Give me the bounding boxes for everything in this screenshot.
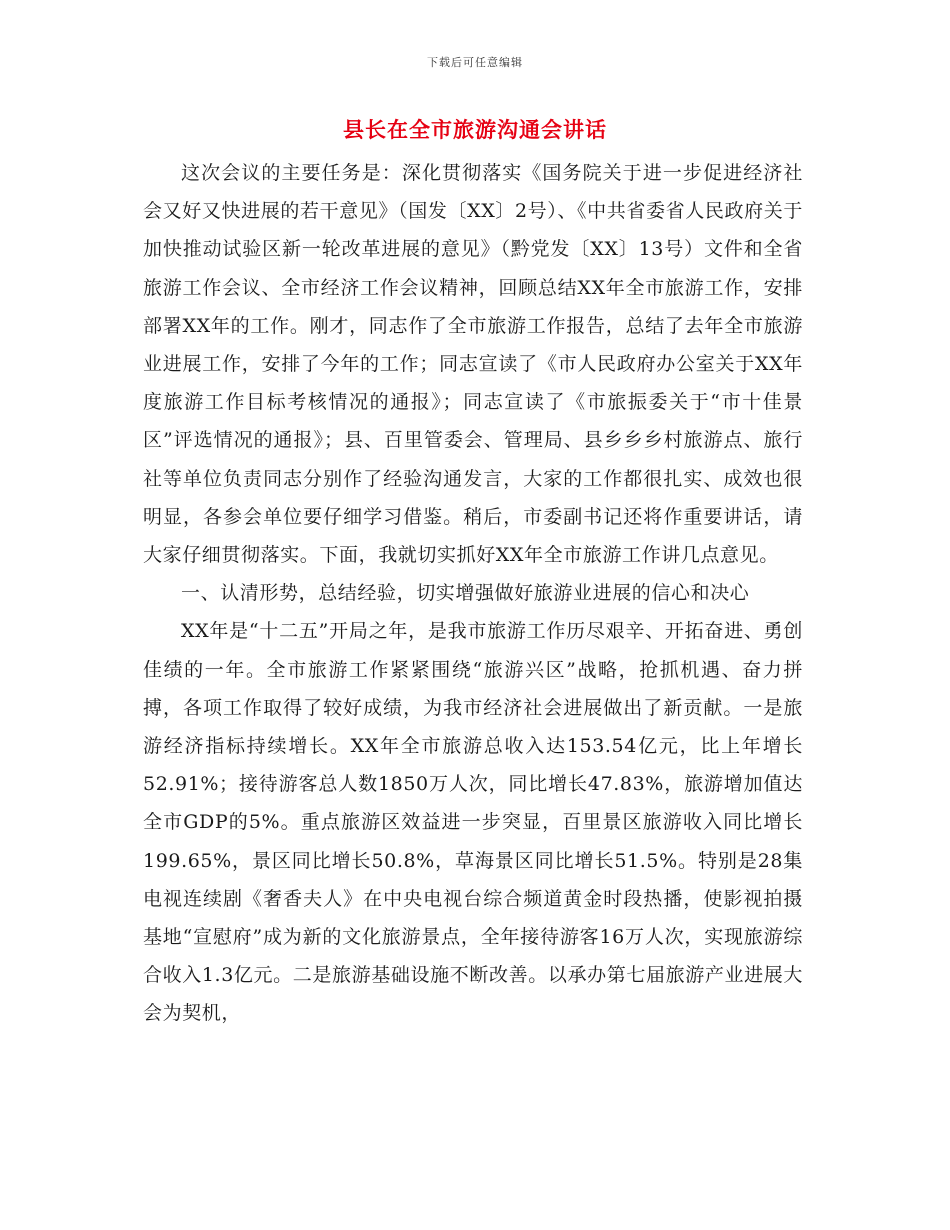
paragraph: 这次会议的主要任务是：深化贯彻落实《国务院关于进一步促进经济社会又好又快进展的若干意见》（国发〔XX〕2号）、《中共省委省人民政府关于加快推动试验区新一轮改革进展的意见》（黔党发〔XX〕13号）文件和全省旅游工作会议、全市经济工作会议精神，回顾总结XX年全市旅游工作，安排部署XX年的工作。刚才，同志作了全市旅游工作报告，总结了去年全市旅游业进展工作，安排了今年的工作；同志宣读了《市人民政府办公室关于XX年度旅游工作目标考核情况的通报》；同志宣读了《市旅振委关于“市十佳景区”评选情况的通报》；县、百里管委会、管理局、县乡乡乡村旅游点、旅行社等单位负责同志分别作了经验沟通发言，大家的工作都很扎实、成效也很明显，各参会单位要仔细学习借鉴。稍后，市委副书记还将作重要讲话，请大家仔细贯彻落实。下面，我就切实抓好XX年全市旅游工作讲几点意见。 — [143, 162, 803, 567]
document-body — [143, 154, 803, 1033]
section-heading: 一、认清形势，总结经验，切实增强做好旅游业进展的信心和决心 — [181, 582, 750, 605]
document-title: 县长在全市旅游沟通会讲话 — [343, 118, 607, 142]
paragraph: XX年是“十二五”开局之年，是我市旅游工作历尽艰辛、开拓奋进、勇创佳绩的一年。全市旅游工作紧紧围绕“旅游兴区”战略，抢抓机遇、奋力拼搏，各项工作取得了较好成绩，为我市经济社会进展做出了新贡献。一是旅游经济指标持续增长。XX年全市旅游总收入达153.54亿元，比上年增长52.91%；接待游客总人数1850万人次，同比增长47.83%，旅游增加值达全市GDP的5%。重点旅游区效益进一步突显，百里景区旅游收入同比增长199.65%，景区同比增长50.8%，草海景区同比增长51.5%。特别是28集电视连续剧《奢香夫人》在中央电视台综合频道黄金时段热播，使影视拍摄基地“宣慰府”成为新的文化旅游景点，全年接待游客16万人次，实现旅游综合收入1.3亿元。二是旅游基础设施不断改善。以承办第七届旅游产业进展大会为契机， — [143, 620, 803, 1025]
header-note: 下载后可任意编辑 — [427, 56, 523, 69]
